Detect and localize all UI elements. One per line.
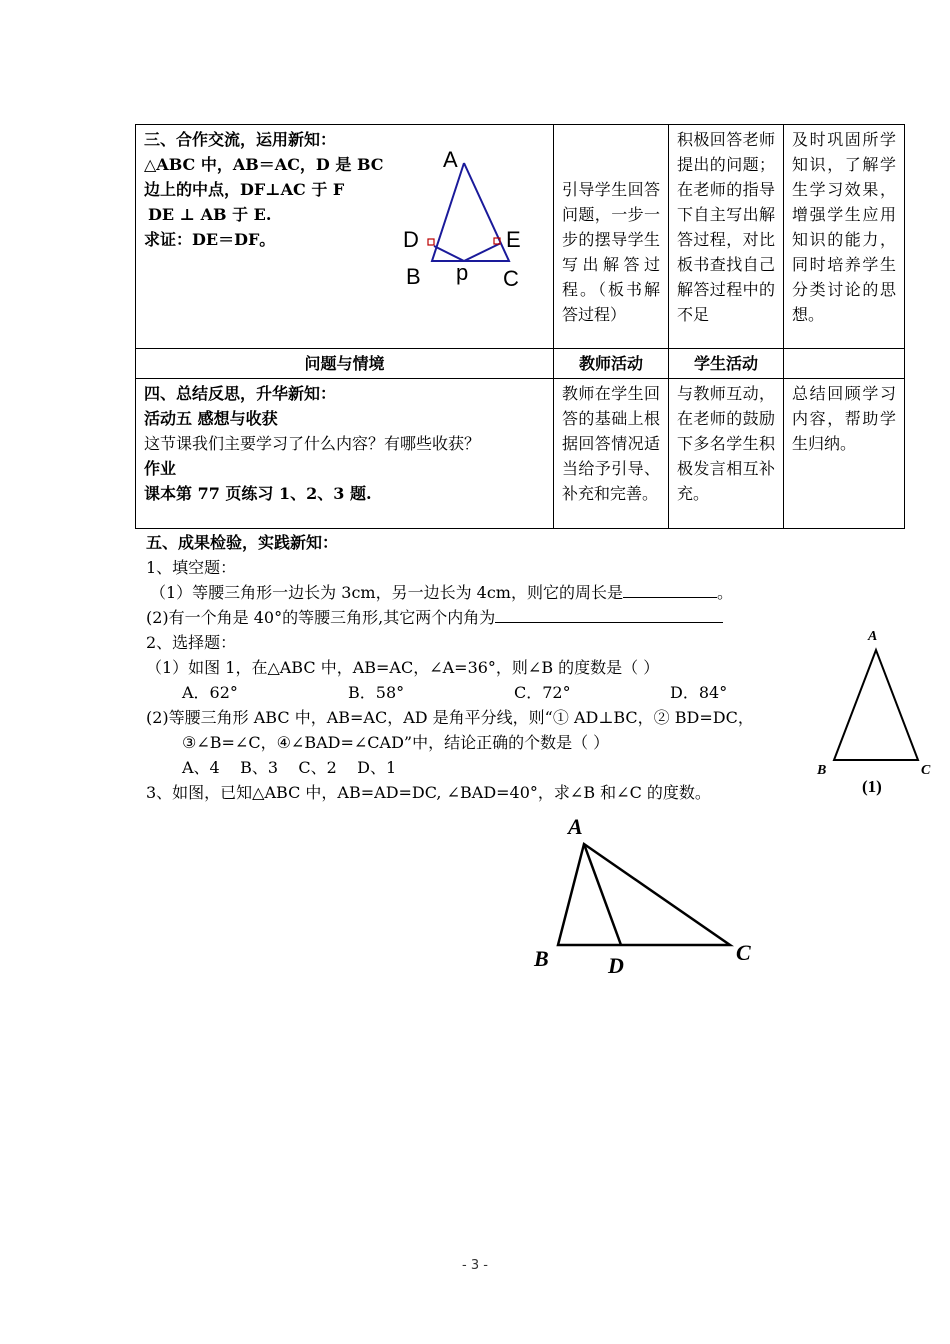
triangle-outline [432, 163, 509, 261]
option-c: C．72° [514, 683, 571, 702]
choice-question-2-line2: ③∠B=∠C，④∠BAD=∠CAD”中，结论正确的个数是（ ） [182, 733, 610, 752]
label-a: A [443, 147, 458, 172]
fill-question-1 [146, 580, 826, 605]
table-row [136, 379, 905, 529]
header-teacher: 教师活动 [554, 349, 669, 379]
label-d: D [403, 227, 419, 252]
teacher-activity-text: 引导学生回答问题，一步一步的摆导学生写出解答过程。（板书解答过程） [562, 180, 660, 324]
right-angle-mark-d [428, 239, 434, 245]
reflection-question: 这节课我们主要学习了什么内容？有哪些收获？ [144, 434, 481, 453]
table-row [136, 125, 905, 349]
figure-1-label-a: A [868, 629, 878, 644]
section5-exercises [146, 530, 826, 805]
section3-heading: 三、合作交流，运用新知： [144, 130, 337, 149]
fill-blank-title: 1、填空题： [146, 558, 237, 577]
teacher-activity-text: 教师在学生回答的基础上根据回答情况适当给予引导、补充和完善。 [562, 384, 660, 503]
homework-label: 作业 [144, 459, 177, 478]
section4-heading: 四、总结反思，升华新知： [144, 384, 337, 403]
table-header-row [136, 349, 905, 379]
figure-1-triangle [834, 650, 918, 760]
label-e: E [506, 227, 521, 252]
choice-question-2-options: A、4 B、3 C、2 D、1 [182, 758, 397, 777]
option-a: A．62° [182, 683, 238, 702]
teacher-activity-cell [554, 379, 669, 529]
page-number: - 3 - [462, 1258, 488, 1273]
header-empty [784, 349, 905, 379]
activity-title: 活动五 感想与收获 [144, 409, 278, 428]
student-activity-text: 积极回答老师提出的问题；在老师的指导下自主写出解答过程，对比板书查找自己解答过程中的不足 [677, 130, 775, 324]
problem-line: △ABC 中，AB＝AC，D 是 BC [144, 155, 384, 174]
figure-2-triangle-abd [525, 812, 785, 982]
summary-cell [136, 379, 554, 529]
choice-question-1-options [146, 680, 826, 705]
option-d: D．84° [670, 683, 728, 702]
fill-question-2-text: (2)有一个角是 40°的等腰三角形,其它两个内角为 [146, 608, 496, 627]
label-b: B [406, 264, 421, 289]
fill-question-2 [146, 605, 826, 630]
problem-line: DE ⊥ AB 于 E. [148, 205, 272, 224]
choice-question-1: （1）如图 1，在△ABC 中，AB=AC，∠A=36°，则∠B 的度数是（ ） [146, 658, 660, 677]
triangle-figure-ade [394, 147, 544, 292]
student-activity-text: 与教师互动，在老师的鼓励下多名学生积极发言相互补充。 [677, 384, 775, 503]
figure-2-label-a: A [568, 814, 583, 839]
problem-cell [136, 125, 554, 349]
answer-blank [495, 606, 723, 623]
problem-line: 求证：DE＝DF。 [144, 230, 276, 249]
option-b: B．58° [348, 683, 405, 702]
figure-1-isosceles-triangle [812, 624, 942, 799]
figure-2-label-d: D [608, 953, 624, 978]
student-activity-cell [669, 125, 784, 349]
fill-question-1-end: 。 [716, 583, 733, 602]
question-3: 3、如图，已知△ABC 中，AB=AD=DC, ∠BAD=40°，求∠B 和∠C 的度数。 [146, 783, 711, 802]
student-activity-cell [669, 379, 784, 529]
figure-1-label-c: C [921, 763, 931, 778]
figure-2-triangle [558, 844, 730, 945]
teacher-activity-cell [554, 125, 669, 349]
figure-2-label-b: B [534, 946, 549, 971]
perpendicular-de [434, 246, 464, 261]
answer-blank [623, 581, 717, 598]
choice-question-2-line1: (2)等腰三角形 ABC 中，AB=AC，AD 是角平分线，则“① AD⊥BC，② BD=DC， [146, 708, 754, 727]
lesson-plan-table [135, 124, 905, 529]
figure-1-caption: (1) [862, 777, 882, 796]
purpose-text: 总结回顾学习内容，帮助学生归纳。 [792, 384, 896, 453]
label-c: C [503, 266, 519, 291]
homework-text: 课本第 77 页练习 1、2、3 题. [144, 484, 372, 503]
problem-line: 边上的中点，DF⊥AC 于 F [144, 180, 345, 199]
figure-2-label-c: C [736, 940, 751, 965]
figure-2-segment-ad [584, 844, 621, 945]
purpose-cell [784, 379, 905, 529]
figure-1-label-b: B [817, 763, 827, 778]
choice-title: 2、选择题： [146, 633, 237, 652]
purpose-text: 及时巩固所学知识，了解学生学习效果，增强学生应用知识的能力，同时培养学生分类讨论的思想。 [792, 130, 896, 324]
label-p: p [456, 260, 469, 285]
header-problem: 问题与情境 [136, 349, 554, 379]
fill-question-1-text: （1）等腰三角形一边长为 3cm，另一边长为 4cm，则它的周长是 [150, 583, 623, 602]
section5-heading: 五、成果检验，实践新知： [146, 533, 339, 552]
header-student: 学生活动 [669, 349, 784, 379]
purpose-cell [784, 125, 905, 349]
perpendicular-df [464, 243, 501, 261]
